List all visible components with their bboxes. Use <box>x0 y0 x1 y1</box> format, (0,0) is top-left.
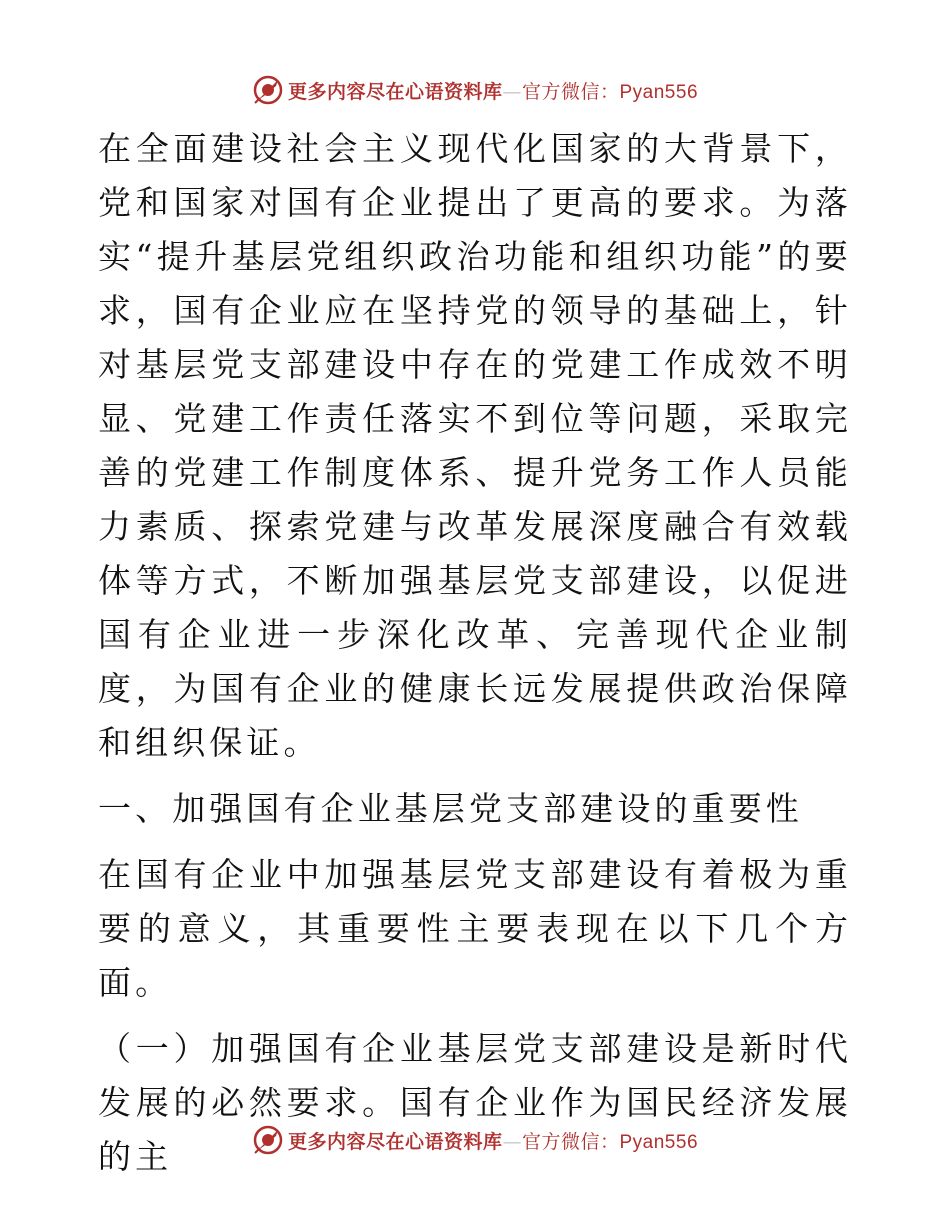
intro-paragraph: 在全面建设社会主义现代化国家的大背景下，党和国家对国有企业提出了更高的要求。为落实“提升基层党组织政治功能和组织功能”的要求，国有企业应在坚持党的领导的基础上，针对基层党支部建设中存在的党建工作成效不明显、党建工作责任落实不到位等问题，采取完善的党建工作制度体系、提升党务工作人员能力素质、探索党建与改革发展深度融合有效载体等方式，不断加强基层党支部建设，以促进国有企业进一步深化改革、完善现代企业制度，为国有企业的健康长远发展提供政治保障和组织保证。 <box>98 129 852 762</box>
footer-banner-label: 官方微信： <box>521 1130 620 1153</box>
footer-banner-account: Pyan556 <box>619 1131 699 1153</box>
footer-banner-main: 更多内容尽在心语资料库 <box>287 1130 503 1153</box>
subsection-paragraph: （一）加强国有企业基层党支部建设是新时代发展的必然要求。国有企业作为国民经济发展的主 <box>98 1029 852 1176</box>
header-banner-main: 更多内容尽在心语资料库 <box>287 80 503 103</box>
importance-paragraph: 在国有企业中加强基层党支部建设有着极为重要的意义，其重要性主要表现在以下几个方面。 <box>98 855 852 1002</box>
quill-logo-icon <box>252 1124 284 1156</box>
footer-banner <box>0 1120 950 1160</box>
header-banner-text <box>288 77 698 104</box>
footer-banner-separator: — <box>502 1130 522 1153</box>
header-banner-account: Pyan556 <box>619 81 699 103</box>
header-banner-separator: — <box>502 80 522 103</box>
section-heading: 一、加强国有企业基层党支部建设的重要性 <box>98 789 803 828</box>
header-banner-label: 官方微信： <box>521 80 620 103</box>
quill-logo-icon <box>252 74 284 106</box>
footer-banner-text <box>288 1127 698 1154</box>
document-body <box>98 122 852 1196</box>
header-banner <box>0 70 950 110</box>
